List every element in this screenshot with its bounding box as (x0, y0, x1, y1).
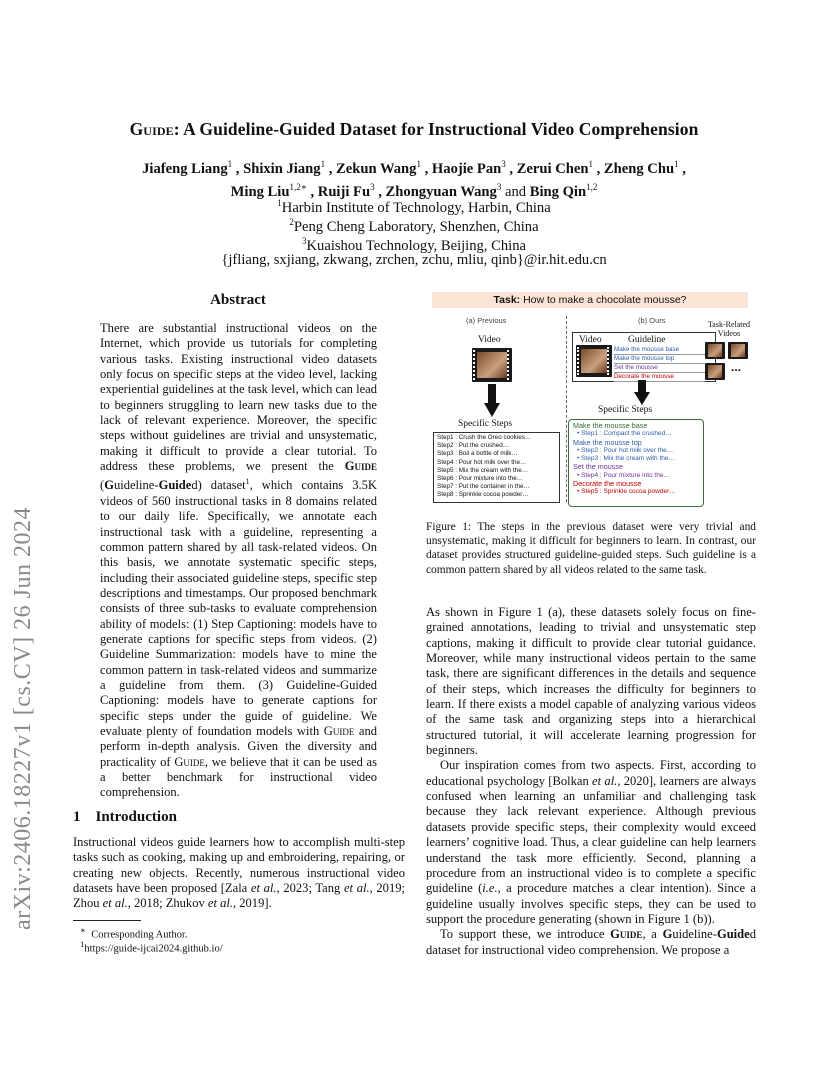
author-name: Haojie Pan$^3$ (431, 159, 506, 177)
author-name: Ruiji Fu$^3$ (317, 181, 375, 200)
author-name: Shixin Jiang$^1$ (243, 159, 326, 177)
guideline-item: Decorate the mousse (614, 373, 705, 382)
author-name: Zheng Chu$^1$ (603, 159, 679, 177)
footnote-corresponding: ∗ Corresponding Author. (80, 925, 188, 941)
prev-step-item: Step3 : Boil a bottle of milk… (437, 450, 518, 458)
intro-body: Instructional videos guide learners how to accomplish multi-step tasks such as cooking, making up and embroidering, repairing, or creating new objects. Recently, numerous instructional video datasets have been proposed [Zala et al., 2023; Tang et al., 2019; Zhou et al., 2018; Zhukov et al., 2019]. (73, 835, 405, 911)
author-name: Jiafeng Liang$^1$ (142, 159, 233, 177)
panel-divider (566, 316, 567, 502)
ours-specific-step: • Step5 : Sprinkle cocoa powder… (577, 488, 676, 496)
right-paragraph-2: Our inspiration comes from two aspects. First, according to educational psychology [Bolkan et al., 2020], learners are always confused when learning an unfamiliar and challenging task because they lack relevant experience. Although previous datasets provide specific steps, their complexity would exceed learners’ cognitive load. Thus, a clear guideline can help learners understand the task more efficiently. Second, planning a procedure from an instructional video is to complete a specific guideline (i.e., a procedure matches a clear intention). Since a guideline usually involves specific steps, they can be used to support the procedure generating (shown in Figure 1 (b)). (426, 758, 756, 926)
figure-1 (426, 292, 756, 504)
prev-step-item: Step4 : Pour hot milk over the… (437, 458, 527, 466)
ours-video-thumbnail (576, 345, 612, 377)
prev-step-item: Step5 : Mix the cream with the… (437, 466, 528, 474)
footnote-url: $^1$https://guide-ijcai2024.github.io/ (80, 939, 223, 955)
right-paragraph-3: To support these, we introduce Guide, a Guideline-Guided dataset for instructional video comprehension. We propose a (426, 927, 756, 957)
ours-specific-step: • Step2 : Pour hot milk over the… (577, 446, 674, 454)
prev-step-item: Step6 : Pour mixture into the… (437, 475, 524, 483)
more-videos-ellipsis: ... (731, 360, 742, 374)
ours-guideline-step: Set the mousse (573, 463, 623, 472)
figure-caption: Figure 1: The steps in the previous dataset were very trivial and unsystematic, making it difficult for beginners to learn. In contrast, our dataset provides structured guideline-guided steps. Such guideline is a common pattern shared by all videos related to the same task. (426, 521, 756, 576)
title-rest: : A Guideline-Guided Dataset for Instructional Video Comprehension (173, 119, 699, 139)
ours-specific-steps-label: Specific Steps (598, 405, 653, 415)
label-previous: (a) Previous (466, 316, 507, 325)
author-name: Ming Liu$^{1,2∗}$ (230, 181, 307, 200)
prev-steps-box (433, 432, 560, 503)
emails: {jfliang, sxjiang, zkwang, zrchen, zchu, mliu, qinb}@ir.hit.edu.cn (221, 252, 607, 268)
footnote-rule (73, 920, 141, 921)
prev-video-label: Video (478, 335, 501, 345)
author-name: Bing Qin$^{1,2}$ (529, 181, 598, 200)
author-name: Zekun Wang$^1$ (336, 159, 421, 177)
ours-guideline-label: Guideline (628, 335, 666, 345)
task-video-3 (705, 363, 725, 380)
title-guide: Guide (129, 119, 174, 139)
ours-guideline-step: Make the mousse top (573, 438, 642, 447)
ours-video-label: Video (579, 335, 602, 345)
label-ours: (b) Ours (638, 316, 666, 325)
prev-video-thumbnail (472, 348, 512, 382)
prev-step-item: Step7 : Put the container in the… (437, 483, 530, 491)
affiliation-2: $^2$Peng Cheng Laboratory, Shenzhen, China (289, 217, 539, 235)
task-related-label: Task-Related Videos (707, 320, 751, 338)
ours-steps-box (568, 419, 704, 507)
author-name: Zerui Chen$^1$ (516, 159, 593, 177)
prev-specific-steps-label: Specific Steps (458, 419, 513, 429)
guideline-item: Make the mousse top (614, 355, 705, 364)
arxiv-stamp: arXiv:2406.18227v1 [cs.CV] 26 Jun 2024 (10, 507, 36, 930)
abstract-heading: Abstract (210, 292, 266, 308)
ours-specific-step: • Step3 : Mix the cream with the… (577, 455, 676, 463)
affiliation-3: $^3$Kuaishou Technology, Beijing, China (302, 236, 526, 254)
author-name: Zhongyuan Wang$^3$ (385, 181, 502, 200)
right-column-body (426, 605, 756, 958)
ours-specific-step: • Step1 : Compact the crushed… (577, 430, 672, 438)
ours-guideline-step: Decorate the mousse (573, 480, 642, 489)
task-banner: Task: How to make a chocolate mousse? (432, 292, 748, 308)
author-line-1: Jiafeng Liang$^1$ , Shixin Jiang$^1$ , Zekun Wang$^1$ , Haojie Pan$^3$ , Zerui Chen$^1$ , Zheng Chu$^1$ , (142, 159, 686, 177)
prev-down-arrow (484, 384, 500, 418)
ours-specific-step: • Step4 : Pour mixture into the… (577, 471, 670, 479)
prev-step-item: Step2 : Put the crushed… (437, 442, 510, 450)
affiliation-1: $^1$Harbin Institute of Technology, Harbin, China (277, 198, 551, 216)
prev-step-item: Step1 : Crush the Oreo cookies… (437, 434, 532, 441)
ours-down-arrow (634, 380, 650, 406)
ours-guideline-list (614, 346, 705, 379)
guideline-item: Make the mousse base (614, 346, 705, 355)
paper-title (0, 119, 828, 140)
ours-guideline-step: Make the mousse base (573, 422, 648, 430)
right-paragraph-1: As shown in Figure 1 (a), these datasets solely focus on fine-grained annotations, leading to trivial and unsystematic step captions, making it difficult to provide clear tutorial guidance. Moreover, while many instructional videos pertain to the same task, there are significant differences in the details and sequence of their steps, which increases the difficulty for beginners to learn. If there exists a model capable of analyzing various videos of the same task and organizing steps into a hierarchical structured tutorial, it will accelerate learning progression for beginners. (426, 605, 756, 758)
prev-step-item: Step8 : Sprinkle cocoa powder… (437, 491, 529, 499)
task-video-2 (728, 342, 748, 359)
task-video-1 (705, 342, 725, 359)
abstract-body: There are substantial instructional videos on the Internet, which provide us tutorials for completing various tasks. Existing instructional video datasets only focus on specific steps at the video level, lacking experiential guidelines at the task level, which can lead to beginners struggling to learn new tasks due to the lack of relevant experience. Moreover, the specific steps without guidelines are trivial and unsystematic, making it difficult to provide a clear tutorial. To address these problems, we present the Guide (Guideline-Guided) dataset$^1$, which contains 3.5K videos of 560 instructional tasks in 8 domains related to our daily life. Specifically, we annotate each instructional task with a guideline, representing a common pattern shared by all task-related videos. On this basis, we annotate systematic specific steps, including their associated guideline steps, specific step descriptions and timestamps. Our proposed benchmark consists of three sub-tasks to evaluate comprehension ability of models: (1) Step Captioning: models have to generate captions for specific steps from videos. (2) Guideline Summarization: models have to mine the common pattern in task-related videos and summarize a guideline from them. (3) Guideline-Guided Captioning: models have to generate captions for specific steps under the guide of guideline. We evaluate plenty of foundation models with Guide and perform in-depth analysis. Given the diversity and practicality of Guide, we believe that it can be used as a better benchmark for instructional video comprehension. (100, 321, 378, 800)
intro-heading: 1 Introduction (73, 809, 177, 825)
author-line-2: Ming Liu$^{1,2∗}$ , Ruiji Fu$^3$ , Zhongyuan Wang$^3$ and Bing Qin$^{1,2}$ (230, 181, 598, 200)
guideline-item: Set the mousse (614, 364, 705, 373)
